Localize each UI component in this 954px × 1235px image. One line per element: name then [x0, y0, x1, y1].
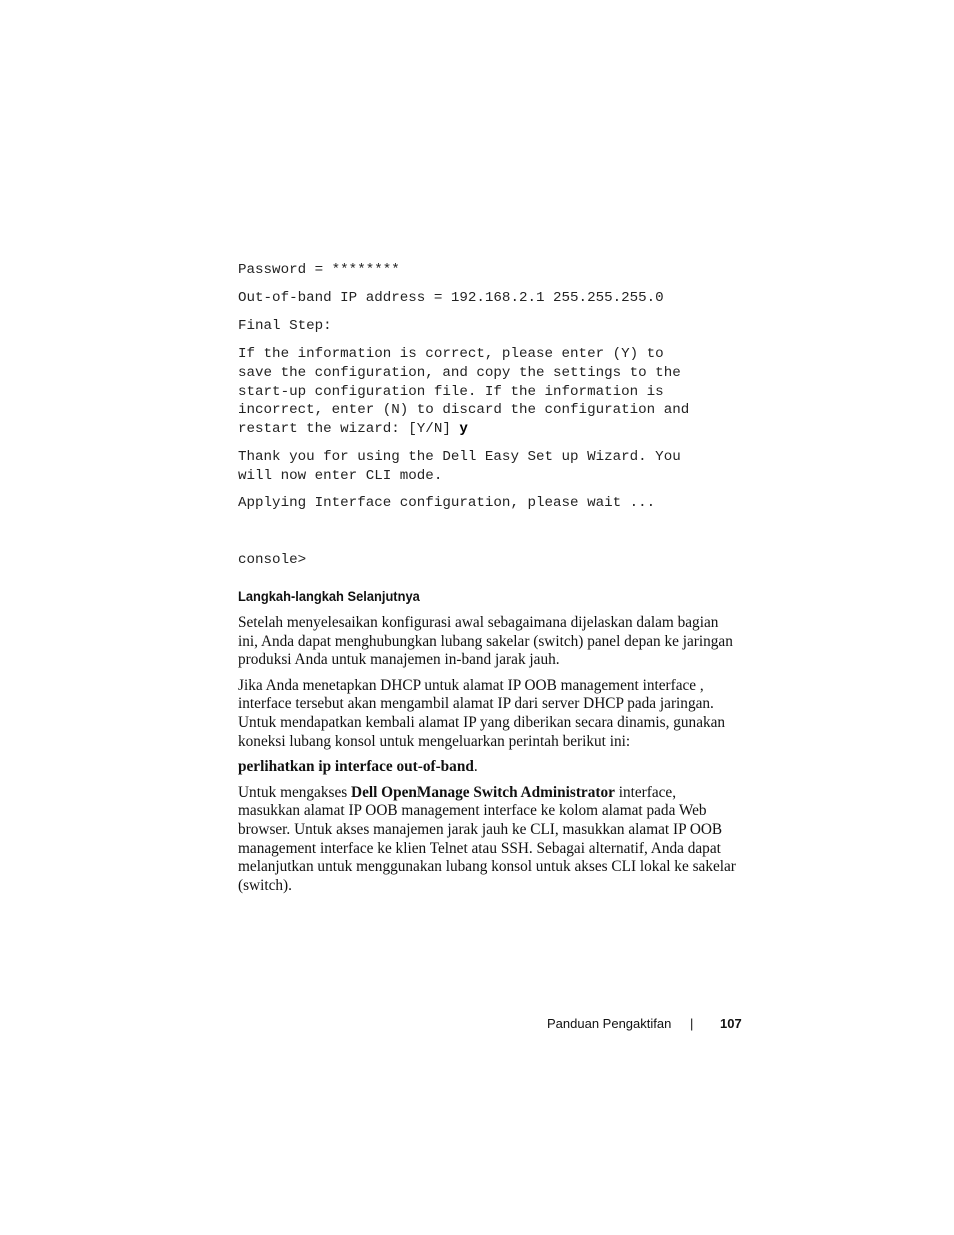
footer-title: Panduan Pengaktifan — [547, 1016, 672, 1031]
cli-confirm-line: If the information is correct, please enter (Y) to — [238, 346, 664, 362]
paragraph-next-steps: Setelah menyelesaikan konfigurasi awal sebagaimana dijelaskan dalam bagian ini, Anda dapat menghubungkan lubang sakelar (switch) panel depan ke jaringan produksi Anda untuk manajemen in-band jarak jauh. — [238, 614, 733, 669]
command-line — [238, 758, 738, 777]
cli-confirm-answer: y — [459, 421, 468, 438]
cli-confirm-line: save the configuration, and copy the settings to the — [238, 364, 681, 381]
page-number: 107 — [720, 1016, 742, 1031]
cli-confirm-line — [238, 420, 689, 439]
cli-thanks-block — [238, 448, 681, 486]
cli-thanks-line: will now enter CLI mode. — [238, 467, 443, 484]
cli-console-prompt: console> — [238, 552, 307, 568]
product-name: Dell OpenManage Switch Administrator — [351, 783, 615, 801]
paragraph-dhcp: Jika Anda menetapkan DHCP untuk alamat IP OOB management interface , interface tersebut akan mengambil alamat IP dari server DHCP pada jaringan. Untuk mendapatkan kembali alamat IP yang diberikan secara dinamis, gunakan koneksi lubang konsol untuk mengeluarkan perintah berikut ini: — [238, 676, 726, 750]
cli-confirm-block — [238, 345, 689, 439]
cli-confirm-question: restart the wizard: [Y/N] — [238, 421, 460, 438]
cli-confirm-line: start-up configuration file. If the information is — [238, 383, 664, 400]
paragraph-access — [238, 784, 738, 896]
cli-thanks-line: Thank you for using the Dell Easy Set up Wizard. You — [238, 449, 681, 465]
cli-applying-line: Applying Interface configuration, please wait ... — [238, 495, 656, 511]
cli-oob-line: Out-of-band IP address = 192.168.2.1 255.255.255.0 — [238, 290, 664, 306]
access-rest: interface, masukkan alamat IP OOB management interface ke kolom alamat pada Web browser. Untuk akses manajemen jarak jauh ke CLI, masukkan alamat IP OOB management interface ke klien Telnet atau SSH. Sebagai alternatif, Anda dapat melanjutkan untuk menggunakan lubang konsol untuk akses CLI lokal ke sakelar (switch). — [238, 783, 736, 894]
section-body — [238, 614, 738, 895]
access-prefix: Untuk mengakses — [238, 783, 352, 801]
command-text: perlihatkan ip interface out-of-band — [238, 758, 474, 776]
cli-confirm-line: incorrect, enter (N) to discard the configuration and — [238, 402, 690, 419]
section-heading: Langkah-langkah Selanjutnya — [238, 588, 420, 604]
cli-password-line: Password = ******** — [238, 262, 400, 278]
cli-final-step: Final Step: — [238, 318, 332, 334]
footer-separator: | — [690, 1016, 694, 1031]
command-suffix: . — [473, 758, 478, 776]
